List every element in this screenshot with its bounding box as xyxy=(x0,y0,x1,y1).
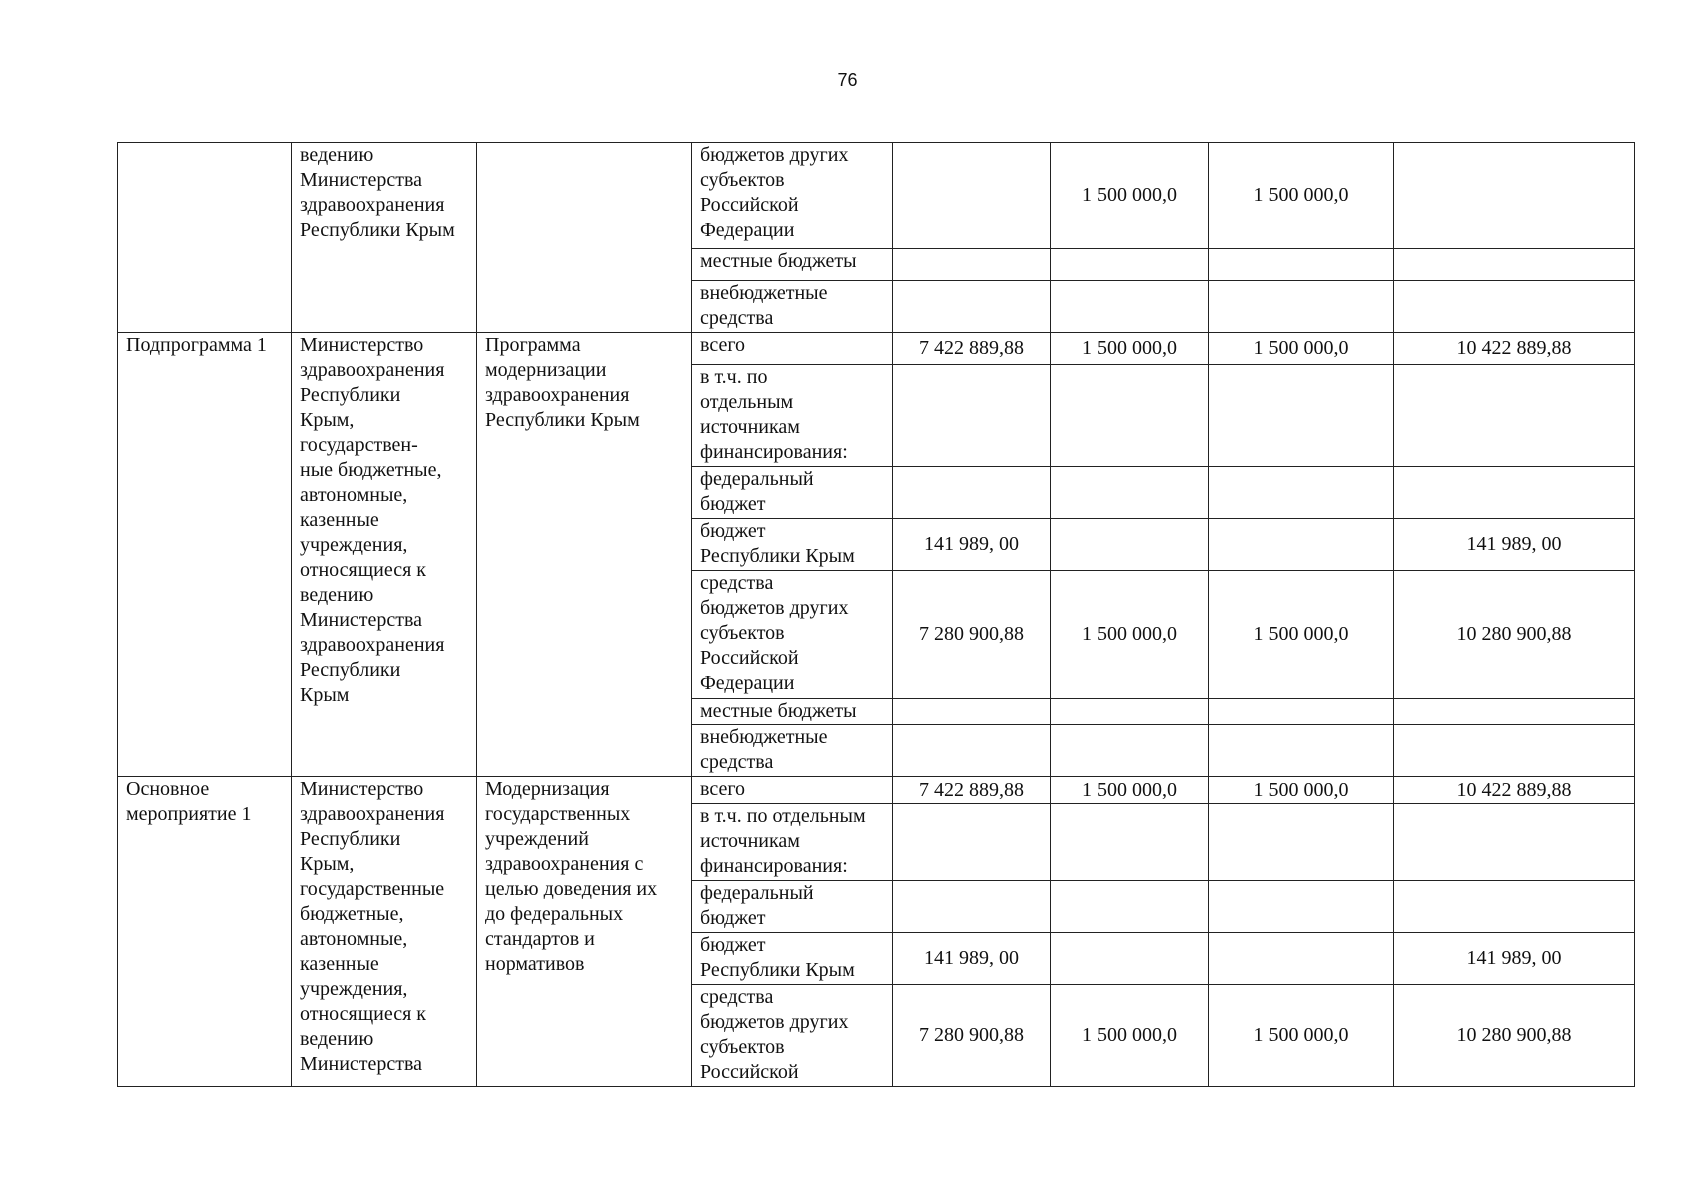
total-cell xyxy=(1394,281,1635,333)
value-cell xyxy=(1209,249,1394,281)
funding-source-cell: в т.ч. по отдельным источникам финансирования: xyxy=(692,365,893,467)
value-cell: 1 500 000,0 xyxy=(1051,777,1209,804)
funding-source-cell: всего xyxy=(692,333,893,365)
value-cell: 1 500 000,0 xyxy=(1051,985,1209,1087)
value-cell: 1 500 000,0 xyxy=(1051,571,1209,699)
funding-source-cell: бюджет Республики Крым xyxy=(692,933,893,985)
program-name-cell xyxy=(477,143,692,333)
value-cell xyxy=(1051,725,1209,777)
value-cell: 7 422 889,88 xyxy=(893,333,1051,365)
program-name-cell: Программа модернизации здравоохранения Республики Крым xyxy=(477,333,692,777)
total-cell xyxy=(1394,725,1635,777)
funding-source-cell: федеральный бюджет xyxy=(692,881,893,933)
total-cell xyxy=(1394,881,1635,933)
value-cell: 1 500 000,0 xyxy=(1209,571,1394,699)
value-cell: 7 280 900,88 xyxy=(893,985,1051,1087)
status-cell: Основное мероприятие 1 xyxy=(118,777,292,1087)
total-cell: 141 989, 00 xyxy=(1394,519,1635,571)
funding-source-cell: средства бюджетов других субъектов Российской Федерации xyxy=(692,571,893,699)
funding-source-cell: средства бюджетов других субъектов Российской xyxy=(692,985,893,1087)
funding-source-cell: местные бюджеты xyxy=(692,249,893,281)
value-cell xyxy=(893,249,1051,281)
value-cell xyxy=(1209,467,1394,519)
status-cell: Подпрограмма 1 xyxy=(118,333,292,777)
value-cell xyxy=(893,804,1051,881)
funding-source-cell: федеральный бюджет xyxy=(692,467,893,519)
value-cell: 1 500 000,0 xyxy=(1209,985,1394,1087)
value-cell xyxy=(1051,804,1209,881)
funding-source-cell: бюджетов других субъектов Российской Федерации xyxy=(692,143,893,249)
total-cell: 10 280 900,88 xyxy=(1394,571,1635,699)
value-cell xyxy=(1209,933,1394,985)
value-cell: 7 422 889,88 xyxy=(893,777,1051,804)
page-number: 76 xyxy=(837,70,858,90)
value-cell xyxy=(893,467,1051,519)
value-cell: 1 500 000,0 xyxy=(1209,333,1394,365)
total-cell: 10 280 900,88 xyxy=(1394,985,1635,1087)
executor-cell: Министерство здравоохранения Республики Крым, государственные бюджетные, автономные, казенные учреждения, относящиеся к ведению Министерства xyxy=(292,777,477,1087)
value-cell xyxy=(893,365,1051,467)
value-cell xyxy=(893,881,1051,933)
total-cell: 10 422 889,88 xyxy=(1394,777,1635,804)
program-name-cell: Модернизация государственных учреждений здравоохранения с целью доведения их до федеральных стандартов и нормативов xyxy=(477,777,692,1087)
total-cell xyxy=(1394,249,1635,281)
value-cell xyxy=(1209,281,1394,333)
value-cell xyxy=(893,281,1051,333)
value-cell xyxy=(1051,365,1209,467)
total-cell: 141 989, 00 xyxy=(1394,933,1635,985)
value-cell xyxy=(1051,281,1209,333)
funding-source-cell: всего xyxy=(692,777,893,804)
value-cell: 141 989, 00 xyxy=(893,519,1051,571)
funding-source-cell: в т.ч. по отдельным источникам финансирования: xyxy=(692,804,893,881)
funding-source-cell: внебюджетные средства xyxy=(692,281,893,333)
total-cell: 10 422 889,88 xyxy=(1394,333,1635,365)
status-cell xyxy=(118,143,292,333)
value-cell xyxy=(1209,365,1394,467)
total-cell xyxy=(1394,467,1635,519)
table-row xyxy=(118,143,1635,249)
value-cell xyxy=(1051,933,1209,985)
value-cell: 141 989, 00 xyxy=(893,933,1051,985)
executor-cell: Министерство здравоохранения Республики Крым, государствен- ные бюджетные, автономные, казенные учреждения, относящиеся к ведению Министерства здравоохранения Республики Крым xyxy=(292,333,477,777)
total-cell xyxy=(1394,699,1635,725)
table-row xyxy=(118,333,1635,365)
executor-cell: ведению Министерства здравоохранения Республики Крым xyxy=(292,143,477,333)
value-cell: 7 280 900,88 xyxy=(893,571,1051,699)
value-cell: 1 500 000,0 xyxy=(1051,333,1209,365)
budget-table xyxy=(117,142,1635,1087)
funding-source-cell: бюджет Республики Крым xyxy=(692,519,893,571)
value-cell: 1 500 000,0 xyxy=(1209,143,1394,249)
value-cell xyxy=(1209,881,1394,933)
value-cell: 1 500 000,0 xyxy=(1051,143,1209,249)
value-cell xyxy=(1209,519,1394,571)
value-cell xyxy=(893,699,1051,725)
value-cell xyxy=(1051,467,1209,519)
value-cell xyxy=(1209,725,1394,777)
value-cell xyxy=(1209,804,1394,881)
value-cell xyxy=(1051,881,1209,933)
total-cell xyxy=(1394,365,1635,467)
value-cell xyxy=(1209,699,1394,725)
value-cell xyxy=(1051,519,1209,571)
value-cell xyxy=(893,143,1051,249)
value-cell xyxy=(893,725,1051,777)
funding-source-cell: внебюджетные средства xyxy=(692,725,893,777)
table-row xyxy=(118,777,1635,804)
value-cell: 1 500 000,0 xyxy=(1209,777,1394,804)
funding-source-cell: местные бюджеты xyxy=(692,699,893,725)
total-cell xyxy=(1394,804,1635,881)
value-cell xyxy=(1051,249,1209,281)
total-cell xyxy=(1394,143,1635,249)
value-cell xyxy=(1051,699,1209,725)
